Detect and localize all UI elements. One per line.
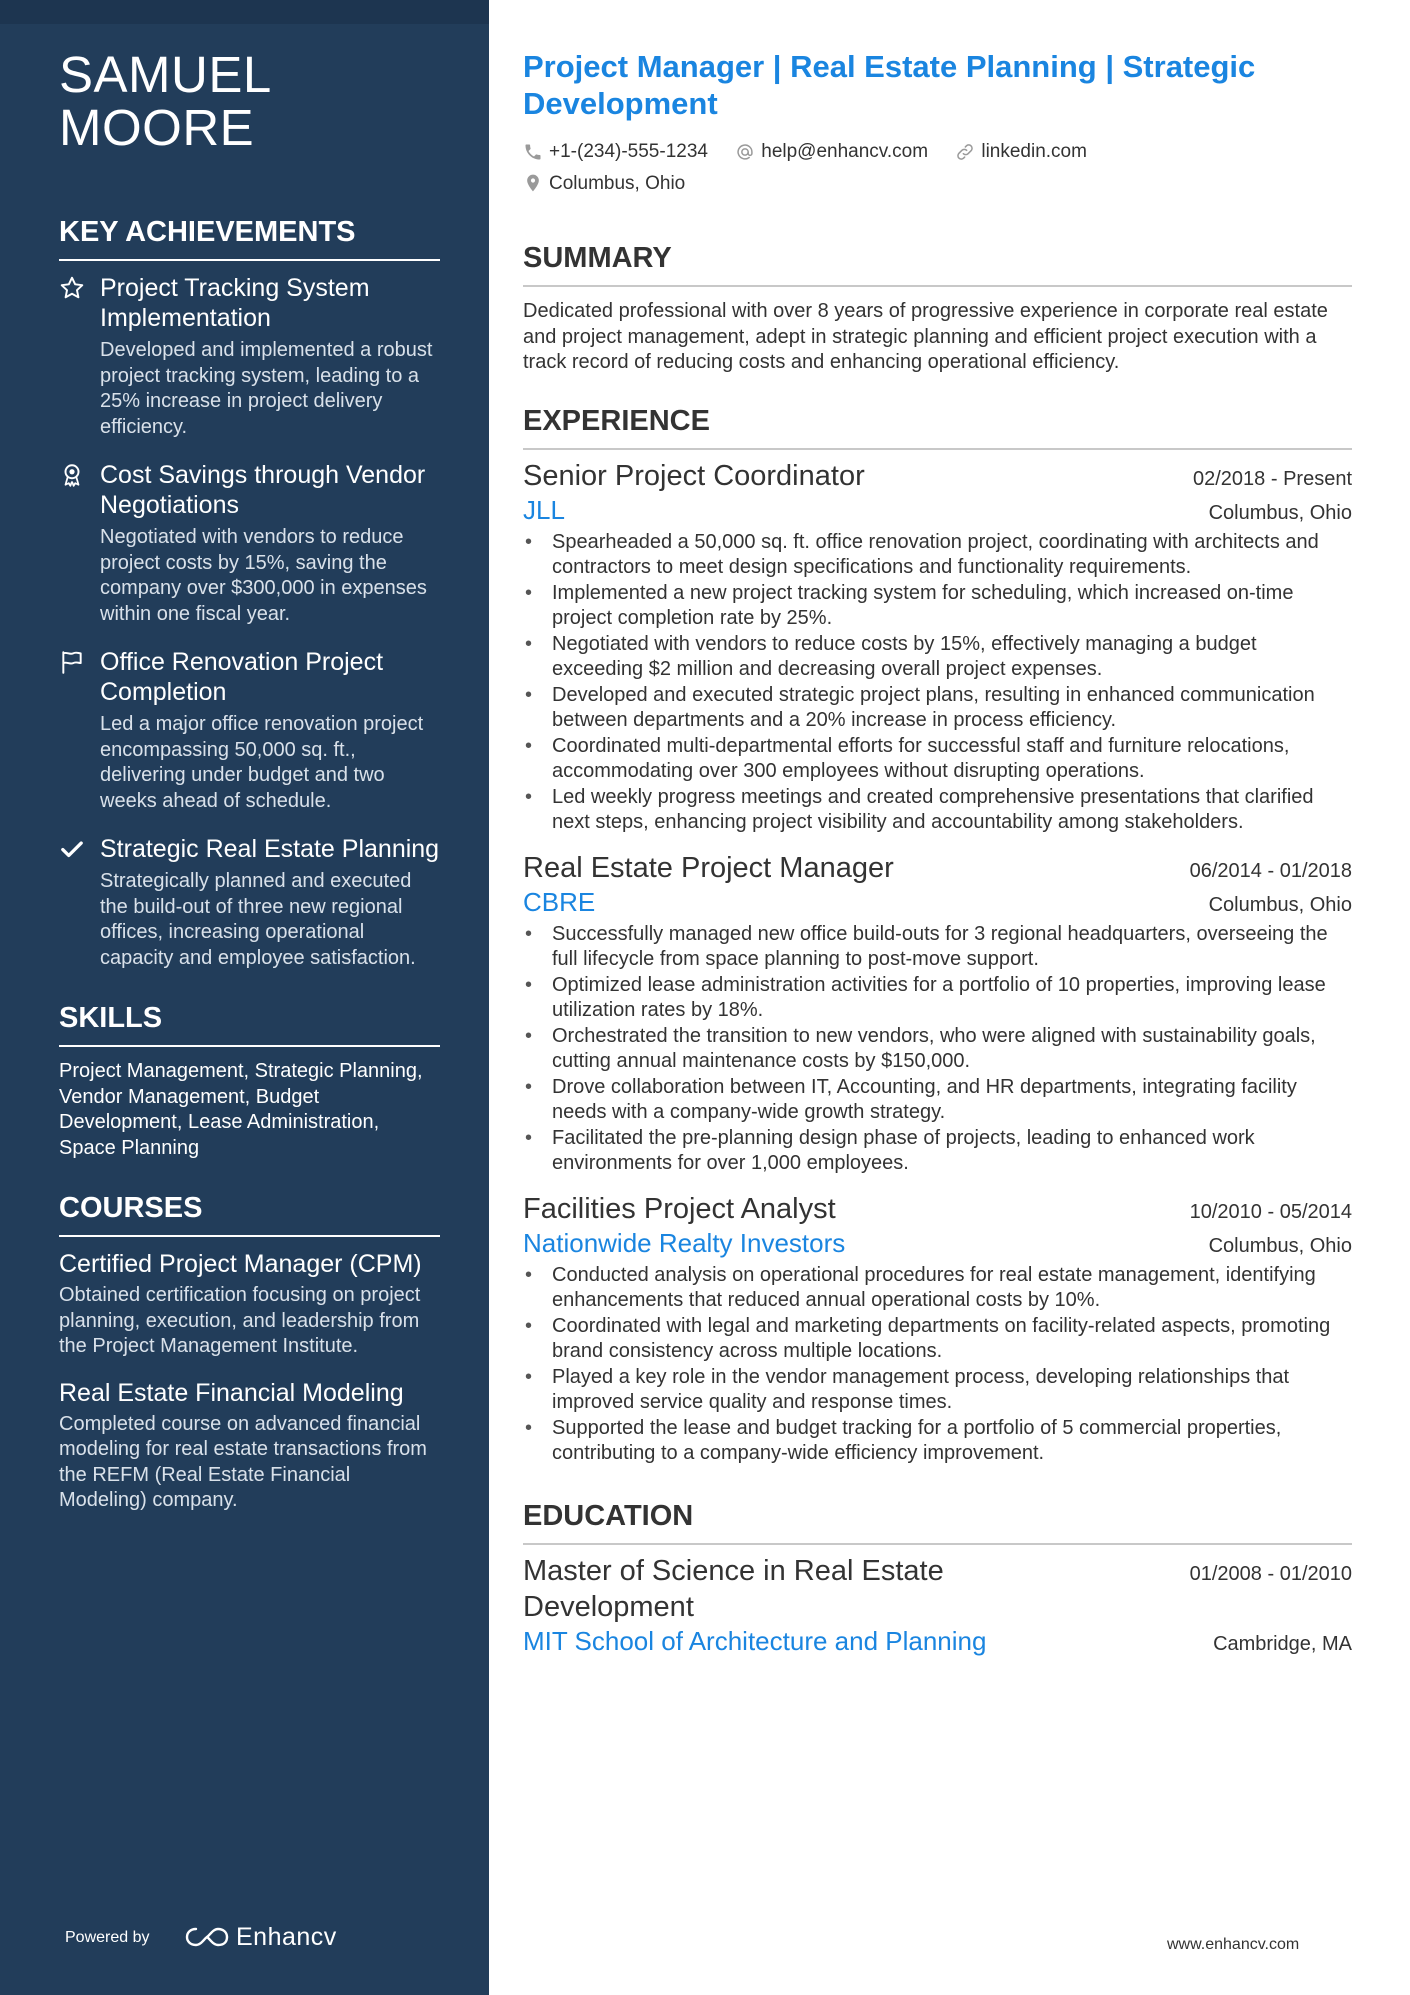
course-item xyxy=(59,1249,440,1360)
powered-by-label: Powered by xyxy=(65,1929,150,1946)
sidebar-content xyxy=(59,48,440,1514)
award-icon xyxy=(59,462,85,488)
job-location: Columbus, Ohio xyxy=(1208,893,1352,916)
summary-heading: SUMMARY xyxy=(523,242,672,274)
job-bullets xyxy=(523,530,1352,836)
achievement-description: Negotiated with vendors to reduce project costs by 15%, saving the company over $300,000 in expenses within one fiscal year. xyxy=(100,526,427,625)
linkedin-text: linkedin.com xyxy=(981,141,1087,162)
skills-heading: SKILLS xyxy=(59,1002,163,1034)
achievements-divider xyxy=(59,259,440,261)
education-entry xyxy=(523,1553,1352,1657)
bullet-item: • Optimized lease administration activities for a portfolio of 10 properties, improving lease utilization rates by 18%. xyxy=(523,973,1352,1024)
last-name: MOORE xyxy=(59,99,255,156)
achievement-description: Strategically planned and executed the build-out of three new regional offices, increasing operational capacity and employee satisfaction. xyxy=(100,870,416,969)
achievements-heading: KEY ACHIEVEMENTS xyxy=(59,216,356,248)
courses-section xyxy=(59,1191,440,1514)
person-name xyxy=(59,48,440,154)
achievement-item xyxy=(59,834,440,971)
courses-divider xyxy=(59,1235,440,1237)
course-description: Completed course on advanced financial modeling for real estate transactions from the REFM (Real Estate Financial Modeling) company. xyxy=(59,1412,427,1511)
bullet-item: • Developed and executed strategic project plans, resulting in enhanced communication between departments and a 20% increase in process efficiency. xyxy=(523,683,1352,734)
school-name: MIT School of Architecture and Planning xyxy=(523,1625,987,1656)
skills-list: Project Management, Strategic Planning, Vendor Management, Budget Development, Lease Administration, Space Planning xyxy=(59,1060,423,1159)
achievement-description: Developed and implemented a robust project tracking system, leading to a 25% increase in project delivery efficiency. xyxy=(100,339,433,438)
bullet-item: • Facilitated the pre-planning design phase of projects, leading to enhanced work environments for over 1,000 employees. xyxy=(523,1126,1352,1177)
skills-divider xyxy=(59,1045,440,1047)
enhancv-logo[interactable] xyxy=(184,1922,337,1952)
summary-section xyxy=(523,241,1352,376)
company-name: JLL xyxy=(523,494,565,525)
course-description: Obtained certification focusing on project planning, execution, and leadership from the Project Management Institute. xyxy=(59,1284,421,1357)
sidebar xyxy=(0,0,489,1995)
experience-section xyxy=(523,404,1352,1467)
main-content xyxy=(523,48,1352,1657)
job-location: Columbus, Ohio xyxy=(1208,501,1352,524)
job-bullets xyxy=(523,1263,1352,1467)
bullet-item: • Successfully managed new office build-outs for 3 regional headquarters, overseeing the full lifecycle from space planning to post-move support. xyxy=(523,922,1352,973)
education-dates: 01/2008 - 01/2010 xyxy=(1189,1562,1352,1585)
flag-icon xyxy=(59,649,85,675)
job-title: Facilities Project Analyst xyxy=(523,1192,836,1225)
check-icon xyxy=(59,836,85,862)
bullet-item: • Orchestrated the transition to new vendors, who were aligned with sustainability goals, cutting annual maintenance costs by $150,000. xyxy=(523,1024,1352,1075)
email-contact[interactable] xyxy=(735,138,928,165)
achievement-title: Strategic Real Estate Planning xyxy=(100,835,440,863)
degree-title: Master of Science in Real Estate Development xyxy=(523,1554,944,1623)
education-section xyxy=(523,1499,1352,1657)
at-icon xyxy=(735,142,755,162)
skills-section xyxy=(59,1001,440,1161)
job-dates: 10/2010 - 05/2014 xyxy=(1189,1200,1352,1223)
job-dates: 06/2014 - 01/2018 xyxy=(1189,859,1352,882)
achievement-item xyxy=(59,647,440,814)
experience-divider xyxy=(523,448,1352,450)
education-heading: EDUCATION xyxy=(523,1499,694,1532)
achievement-description: Led a major office renovation project encompassing 50,000 sq. ft., delivering under budget and two weeks ahead of schedule. xyxy=(100,713,424,812)
experience-heading: EXPERIENCE xyxy=(523,404,710,437)
enhancv-logo-icon xyxy=(184,1925,230,1949)
footer-url[interactable]: www.enhancv.com xyxy=(1167,1936,1300,1953)
star-icon xyxy=(59,275,85,301)
summary-text: Dedicated professional with over 8 years of progressive experience in corporate real estate and project management, adept in strategic planning and efficient project execution with a track record of reducing costs and enhancing operational efficiency. xyxy=(523,300,1328,373)
phone-icon xyxy=(523,142,543,162)
bullet-item: • Coordinated with legal and marketing departments on facility-related aspects, promoting brand consistency across multiple locations. xyxy=(523,1314,1352,1365)
job-entry xyxy=(523,1191,1352,1467)
education-divider xyxy=(523,1543,1352,1545)
location-pin-icon xyxy=(523,173,543,193)
bullet-item: • Conducted analysis on operational procedures for real estate management, identifying enhancements that reduced annual operational costs by 10%. xyxy=(523,1263,1352,1314)
company-name: CBRE xyxy=(523,886,596,917)
bullet-item: • Supported the lease and budget tracking for a portfolio of 5 commercial properties, contributing to a company-wide efficiency improvement. xyxy=(523,1416,1352,1467)
course-title: Certified Project Manager (CPM) xyxy=(59,1250,422,1278)
company-name: Nationwide Realty Investors xyxy=(523,1227,846,1258)
phone-contact[interactable] xyxy=(523,138,708,165)
achievement-item xyxy=(59,460,440,627)
education-location: Cambridge, MA xyxy=(1213,1632,1352,1655)
bullet-item: • Drove collaboration between IT, Accounting, and HR departments, integrating facility needs with a company-wide growth strategy. xyxy=(523,1075,1352,1126)
job-bullets xyxy=(523,922,1352,1177)
course-item xyxy=(59,1378,440,1514)
achievement-item xyxy=(59,273,440,440)
contact-info xyxy=(523,138,1352,201)
headline: Project Manager | Real Estate Planning | Strategic Development xyxy=(523,49,1256,121)
achievement-title: Project Tracking System Implementation xyxy=(100,274,370,332)
linkedin-contact[interactable] xyxy=(955,138,1087,165)
course-title: Real Estate Financial Modeling xyxy=(59,1378,404,1407)
location-contact xyxy=(523,170,685,197)
job-title: Senior Project Coordinator xyxy=(523,459,865,492)
bullet-item: • Negotiated with vendors to reduce costs by 15%, effectively managing a budget exceeding $2 million and decreasing overall project expenses. xyxy=(523,632,1352,683)
phone-text: +1-(234)-555-1234 xyxy=(549,141,708,162)
summary-divider xyxy=(523,285,1352,287)
achievements-section xyxy=(59,215,440,971)
bullet-item: • Played a key role in the vendor management process, developing relationships that improved service quality and response times. xyxy=(523,1365,1352,1416)
first-name: SAMUEL xyxy=(59,46,272,103)
sidebar-top-bar xyxy=(0,0,489,24)
bullet-item: • Implemented a new project tracking system for scheduling, which increased on-time project completion rate by 25%. xyxy=(523,581,1352,632)
bullet-item: • Coordinated multi-departmental efforts for successful staff and furniture relocations, accommodating over 300 employees without disrupting operations. xyxy=(523,734,1352,785)
enhancv-logo-text: Enhancv xyxy=(236,1923,337,1951)
bullet-item: • Spearheaded a 50,000 sq. ft. office renovation project, coordinating with architects and contractors to meet design specifications and functionality requirements. xyxy=(523,530,1352,581)
bullet-item: • Led weekly progress meetings and created comprehensive presentations that clarified next steps, enhancing project visibility and accountability among stakeholders. xyxy=(523,785,1352,836)
location-text: Columbus, Ohio xyxy=(549,172,686,194)
achievement-title: Cost Savings through Vendor Negotiations xyxy=(100,461,426,519)
job-location: Columbus, Ohio xyxy=(1208,1234,1352,1257)
job-title: Real Estate Project Manager xyxy=(523,851,894,884)
job-entry xyxy=(523,850,1352,1177)
job-dates: 02/2018 - Present xyxy=(1193,467,1352,490)
email-text: help@enhancv.com xyxy=(761,141,929,162)
achievement-title: Office Renovation Project Completion xyxy=(100,648,384,706)
courses-heading: COURSES xyxy=(59,1192,203,1224)
link-icon xyxy=(955,142,975,162)
job-entry xyxy=(523,458,1352,836)
